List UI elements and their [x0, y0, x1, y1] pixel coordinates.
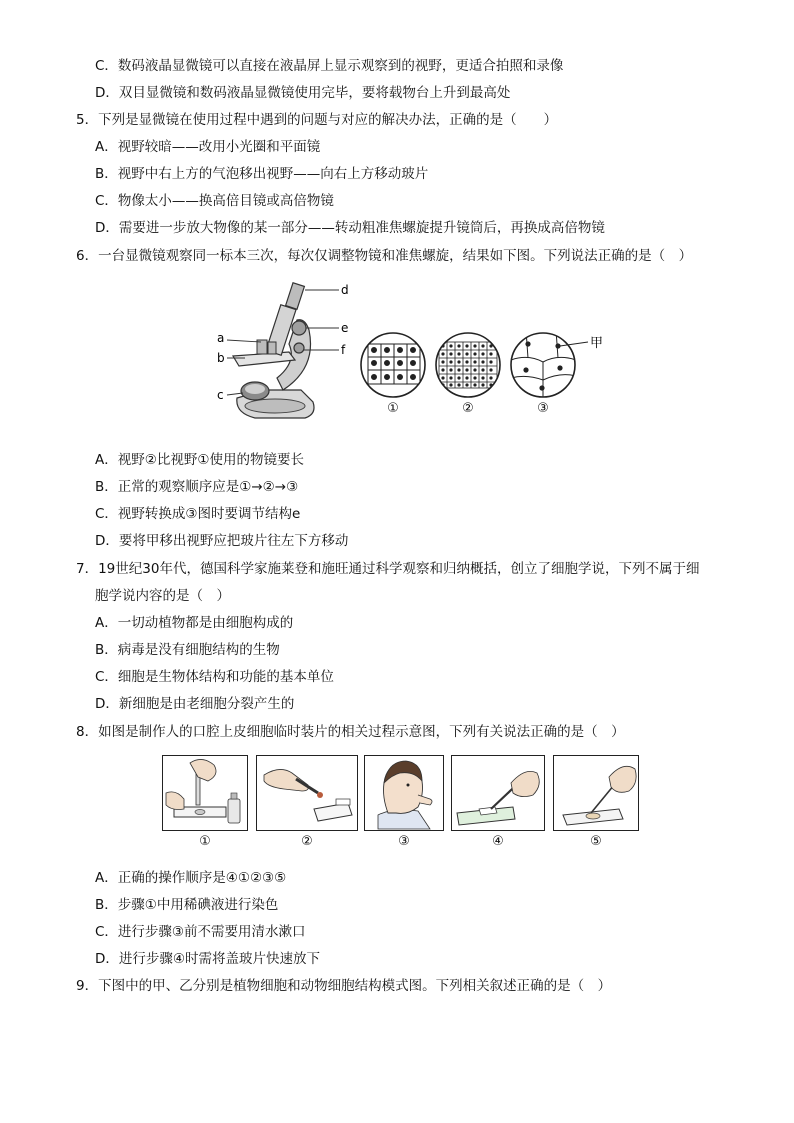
label-jia: 甲	[590, 336, 604, 351]
q6-option-b: B．正常的观察顺序应是①→②→③	[95, 479, 299, 495]
view-2-diagram	[433, 330, 503, 400]
view-1-diagram	[358, 330, 428, 400]
label-a: a	[217, 331, 225, 345]
q5-option-c: C．物像太小——换高倍目镜或高倍物镜	[95, 193, 334, 209]
question-8-stem: 8．如图是制作人的口腔上皮细胞临时装片的相关过程示意图，下列有关说法正确的是（ ）	[76, 724, 625, 740]
q7-option-b: B．病毒是没有细胞结构的生物	[95, 642, 280, 658]
view-2-label: ②	[462, 401, 474, 416]
label-c: c	[217, 388, 224, 402]
step-4-panel	[451, 755, 545, 831]
question-7-stem-line1: 7．19世纪30年代，德国科学家施莱登和施旺通过科学观察和归纳概括，创立了细胞学说，下列不属于细	[76, 561, 700, 577]
q7-option-c: C．细胞是生物体结构和功能的基本单位	[95, 669, 334, 685]
view-3-diagram	[508, 330, 618, 400]
step-4-label: ④	[492, 834, 504, 849]
q5-option-a: A．视野较暗——改用小光圈和平面镜	[95, 139, 321, 155]
label-e: e	[341, 321, 349, 335]
view-1-label: ①	[387, 401, 399, 416]
step-1-panel	[162, 755, 248, 831]
q8-option-d: D．进行步骤④时需将盖玻片快速放下	[95, 951, 320, 967]
q8-option-a: A．正确的操作顺序是④①②③⑤	[95, 870, 287, 886]
step-2-label: ②	[301, 834, 313, 849]
step-3-panel	[364, 755, 444, 831]
view-3-label: ③	[537, 401, 549, 416]
q8-option-b: B．步骤①中用稀碘液进行染色	[95, 897, 279, 913]
q6-option-a: A．视野②比视野①使用的物镜要长	[95, 452, 304, 468]
question-5-stem: 5．下列是显微镜在使用过程中遇到的问题与对应的解决办法，正确的是（ ）	[76, 112, 558, 128]
question-7-stem-line2: 胞学说内容的是（ ）	[95, 588, 230, 604]
label-f: f	[341, 343, 346, 357]
q8-option-c: C．进行步骤③前不需要用清水漱口	[95, 924, 306, 940]
step-5-label: ⑤	[590, 834, 602, 849]
q6-option-c: C．视野转换成③图时要调节结构e	[95, 506, 301, 522]
step-2-panel	[256, 755, 358, 831]
q7-option-d: D．新细胞是由老细胞分裂产生的	[95, 696, 295, 712]
label-b: b	[217, 351, 225, 365]
question-9-stem: 9．下图中的甲、乙分别是植物细胞和动物细胞结构模式图。下列相关叙述正确的是（ ）	[76, 978, 612, 994]
q6-option-d: D．要将甲移出视野应把玻片往左下方移动	[95, 533, 349, 549]
q5-option-b: B．视野中右上方的气泡移出视野——向右上方移动玻片	[95, 166, 429, 182]
q7-option-a: A．一切动植物都是由细胞构成的	[95, 615, 294, 631]
step-3-label: ③	[398, 834, 410, 849]
q4-option-d: D．双目显微镜和数码液晶显微镜使用完毕，要将载物台上升到最高处	[95, 85, 511, 101]
q4-option-c: C．数码液晶显微镜可以直接在液晶屏上显示观察到的视野，更适合拍照和录像	[95, 58, 564, 74]
q5-option-d: D．需要进一步放大物像的某一部分——转动粗准焦螺旋提升镜筒后，再换成高倍物镜	[95, 220, 605, 236]
microscope-diagram	[205, 278, 365, 430]
step-1-label: ①	[199, 834, 211, 849]
question-6-stem: 6．一台显微镜观察同一标本三次，每次仅调整物镜和准焦螺旋，结果如下图。下列说法正确的是（ ）	[76, 248, 693, 264]
label-d: d	[341, 283, 349, 297]
step-5-panel	[553, 755, 639, 831]
